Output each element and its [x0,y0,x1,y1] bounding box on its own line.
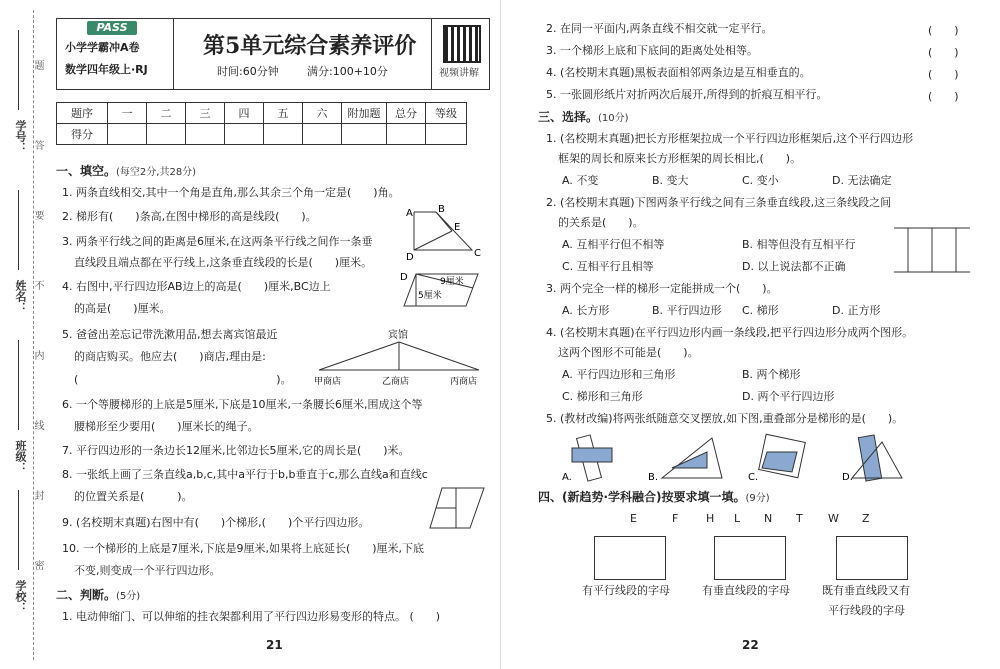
score-table [56,102,467,145]
binding-underline [18,30,19,110]
choice-option[interactable]: C. 梯形 [742,304,779,317]
binding-mark: 线 [32,420,43,430]
binding-mark: 密 [32,560,43,570]
choice-5: 5. (教材改编)将两张纸随意交叉摆放,如下图,重叠部分是梯形的是( )。 [546,412,904,425]
score-header-cell: 总分 [387,103,426,124]
shop-jia-label: 甲商店 [314,377,342,387]
score-header-cell: 三 [186,103,225,124]
choice-option[interactable]: D. 两个平行四边形 [742,390,835,403]
judge-1: 1. 电动伸缩门、可以伸缩的挂衣架都利用了平行四边形易变形的特点。 ( ) [62,610,441,623]
section-choice: 三、选择。(10分) [538,110,629,124]
score-header-cell: 等级 [426,103,467,124]
brand-logo: PASS [87,21,137,35]
page-title: 第5单元综合素养评价 [203,33,417,59]
score-header-cell: 五 [264,103,303,124]
binding-mark: 要 [32,210,43,220]
answer-paren[interactable]: ( ) [928,68,959,81]
hotel-map-figure [314,330,484,388]
box-label-both: 既有垂直线段又有 [822,584,910,597]
answer-paren[interactable]: ( ) [928,46,959,59]
fig-label-d: D [406,252,414,263]
binding-underline [18,190,19,270]
choice-4-cont: 这两个图形不可能是( )。 [558,346,699,359]
choice-option[interactable]: D. 正方形 [832,304,881,317]
grade-label: 数学四年级上·RJ [65,63,148,76]
option-d-label: D. [842,472,853,483]
letter-item: L [734,512,741,525]
answer-box-both[interactable] [836,536,908,580]
score-row-label: 得分 [57,124,108,145]
judge-2: 2. 在同一平面内,两条直线不相交就一定平行。 [546,22,773,35]
score-cell[interactable] [225,124,264,145]
binding-underline [18,340,19,430]
fig-label-5cm: 5厘米 [418,291,442,301]
section-judge: 二、判断。(5分) [56,588,141,602]
question-5-cont: 的商店购买。他应去( )商店,理由是: [74,350,266,363]
answer-paren[interactable]: ( ) [928,24,959,37]
binding-mark: 封 [32,490,43,500]
shop-yi-label: 乙商店 [382,377,410,387]
score-cell[interactable] [108,124,147,145]
score-cell[interactable] [147,124,186,145]
question-8-cont: 的位置关系是( )。 [74,490,193,503]
trapezoid-figure [404,206,484,262]
fig-label-a: A [406,208,413,219]
score-header-cell: 六 [303,103,342,124]
shop-bing-label: 丙商店 [450,377,478,387]
choice-option[interactable]: B. 两个梯形 [742,368,801,381]
score-header-cell: 四 [225,103,264,124]
box-label-perpendicular: 有垂直线段的字母 [702,584,790,597]
fig-label-d2: D [400,272,408,283]
label-student-id: 学号： [14,120,27,153]
section-fill-letters: 四、(新趋势·学科融合)按要求填一填。(9分) [538,490,770,504]
label-name: 姓名： [14,280,27,313]
choice-option[interactable]: C. 互相平行且相等 [562,260,654,273]
fig-label-c: C [474,248,481,259]
choice-option[interactable]: B. 变大 [652,174,689,187]
score-cell[interactable] [387,124,426,145]
letter-item: E [630,512,637,525]
question-1: 1. 两条直线相交,其中一个角是直角,那么其余三个角一定是( )角。 [62,186,400,199]
score-cell[interactable] [342,124,387,145]
choice-1-cont: 框架的周长和原来长方形框架的周长相比,( )。 [558,152,802,165]
fig-label-9cm: 9厘米 [440,277,464,287]
option-b-label: B. [648,472,659,483]
choice-option[interactable]: C. 梯形和三角形 [562,390,643,403]
trapezoid-count-figure [428,486,486,530]
letter-item: Z [862,512,870,525]
question-9: 9. (名校期末真题)右图中有( )个梯形,( )个平行四边形。 [62,516,370,529]
choice-option[interactable]: B. 相等但没有互相平行 [742,238,856,251]
choice-option[interactable]: B. 平行四边形 [652,304,722,317]
choice-4: 4. (名校期末真题)在平行四边形内画一条线段,把平行四边形分成两个图形。 [546,326,914,339]
series-name: 小学学霸冲A卷 [65,41,140,54]
answer-box-parallel[interactable] [594,536,666,580]
letter-item: W [828,512,839,525]
exam-header [56,18,490,90]
question-4: 4. 右图中,平行四边形AB边上的高是( )厘米,BC边上 [62,280,331,293]
question-5: 5. 爸爸出差忘记带洗漱用品,想去离宾馆最近 [62,328,278,341]
section-fill-blank: 一、填空。(每空2分,共28分) [56,164,197,178]
parallel-lines-figure [894,224,970,278]
binding-mark: 答 [32,140,43,150]
question-10-cont: 不变,则变成一个平行四边形。 [74,564,221,577]
judge-5: 5. 一张圆形纸片对折两次后展开,所得到的折痕互相平行。 [546,88,828,101]
qr-code-icon[interactable] [443,25,481,63]
question-10: 10. 一个梯形的上底是7厘米,下底是9厘米,如果将上底延长( )厘米,下底 [62,542,425,555]
score-cell[interactable] [264,124,303,145]
question-8: 8. 一张纸上画了三条直线a,b,c,其中a平行于b,b垂直于c,那么直线a和直线c [62,468,428,481]
judge-3: 3. 一个梯形上底和下底间的距离处处相等。 [546,44,758,57]
score-cell[interactable] [426,124,467,145]
page-number: 22 [742,638,759,652]
judge-4: 4. (名校期末真题)黑板表面相邻两条边是互相垂直的。 [546,66,811,79]
score-cell[interactable] [186,124,225,145]
question-7: 7. 平行四边形的一条边长12厘米,比邻边长5厘米,它的周长是( )米。 [62,444,410,457]
hotel-label: 宾馆 [388,330,408,341]
option-c-label: C. [748,472,759,483]
score-header-cell: 一 [108,103,147,124]
question-5-answer: ( )。 [74,373,292,386]
full-score: 满分:100+10分 [307,65,388,78]
binding-mark: 不 [32,280,43,290]
choice-option[interactable]: A. 平行四边形和三角形 [562,368,676,381]
score-header-cell: 二 [147,103,186,124]
choice-2-cont: 的关系是( )。 [558,216,644,229]
box-label-both-cont: 平行线段的字母 [828,604,905,617]
right-page [502,0,1000,669]
letter-item: T [796,512,803,525]
answer-box-perpendicular[interactable] [714,536,786,580]
letter-item: N [764,512,773,525]
score-header-cell: 题序 [57,103,108,124]
letter-item: H [706,512,715,525]
label-class: 班级： [14,440,27,473]
choice-option[interactable]: A. 不变 [562,174,599,187]
score-header-cell: 附加题 [342,103,387,124]
question-6: 6. 一个等腰梯形的上底是5厘米,下底是10厘米,一条腰长6厘米,围成这个等 [62,398,423,411]
letter-item: F [672,512,679,525]
time-limit: 时间:60分钟 [217,65,279,78]
video-label: 视频讲解 [439,68,479,79]
choice-2: 2. (名校期末真题)下图两条平行线之间有三条垂直线段,这三条线段之间 [546,196,892,209]
binding-mark: 内 [32,350,43,360]
option-a-label: A. [562,472,572,483]
choice-3: 3. 两个完全一样的梯形一定能拼成一个( )。 [546,282,778,295]
choice-option[interactable]: A. 互相平行但不相等 [562,238,665,251]
fig-label-e: E [454,222,461,233]
choice-option[interactable]: A. 长方形 [562,304,610,317]
answer-paren[interactable]: ( ) [928,90,959,103]
choice-option[interactable]: D. 无法确定 [832,174,892,187]
binding-mark: 题 [32,60,43,70]
fig-label-b: B [438,204,445,215]
label-school: 学校： [14,580,27,613]
question-2: 2. 梯形有( )条高,在图中梯形的高是线段( )。 [62,210,317,223]
question-6-cont: 腰梯形至少要用( )厘米长的绳子。 [74,420,259,433]
choice-option[interactable]: D. 以上说法都不正确 [742,260,846,273]
choice-1: 1. (名校期末真题)把长方形框架拉成一个平行四边形框架后,这个平行四边形 [546,132,914,145]
binding-underline [18,490,19,570]
parallelogram-figure [396,270,486,316]
question-3-cont: 直线段且端点都在平行线上,这条垂直线段的长是( )厘米。 [74,256,373,269]
question-4-cont: 的高是( )厘米。 [74,302,171,315]
choice-option[interactable]: C. 变小 [742,174,779,187]
page-number: 21 [266,638,283,652]
score-cell[interactable] [303,124,342,145]
box-label-parallel: 有平行线段的字母 [582,584,670,597]
question-3: 3. 两条平行线之间的距离是6厘米,在这两条平行线之间作一条垂 [62,235,373,248]
overlap-figures [562,432,962,482]
binding-margin [0,0,43,669]
